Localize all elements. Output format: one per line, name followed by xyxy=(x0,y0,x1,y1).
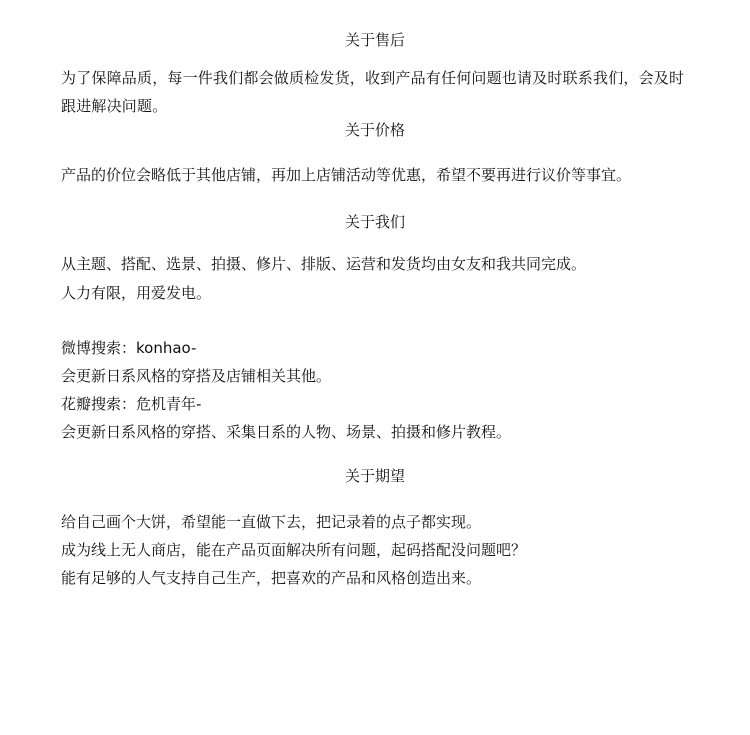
about-us-line: 从主题、搭配、选景、拍摄、修片、排版、运营和发货均由女友和我共同完成。 xyxy=(61,255,587,273)
hopes-line: 成为线上无人商店，能在产品页面解决所有问题，起码搭配没问题吧？ xyxy=(61,541,527,559)
section-title-after-sales: 关于售后 xyxy=(344,31,405,49)
section-title-about-us: 关于我们 xyxy=(344,213,405,231)
hopes-line: 给自己画个大饼，希望能一直做下去，把记录着的点子都实现。 xyxy=(61,513,482,531)
weibo-search-line: 微博搜索：konhao- xyxy=(61,339,197,357)
about-us-line: 会更新日系风格的穿搭、采集日系的人物、场景、拍摄和修片教程。 xyxy=(61,423,512,441)
about-us-line: 人力有限，用爱发电。 xyxy=(61,284,212,302)
about-us-line: 会更新日系风格的穿搭及店铺相关其他。 xyxy=(61,367,332,385)
after-sales-text: 为了保障品质，每一件我们都会做质检发货，收到产品有任何问题也请及时联系我们，会及时跟进解决问题。 xyxy=(61,69,685,115)
section-title-price: 关于价格 xyxy=(344,121,405,139)
price-text: 产品的价位会略低于其他店铺，再加上店铺活动等优惠，希望不要再进行议价等事宜。 xyxy=(61,166,632,184)
huaban-search-line: 花瓣搜索：危机青年- xyxy=(61,395,202,413)
section-title-hopes: 关于期望 xyxy=(344,467,405,485)
hopes-line: 能有足够的人气支持自己生产，把喜欢的产品和风格创造出来。 xyxy=(61,569,482,587)
